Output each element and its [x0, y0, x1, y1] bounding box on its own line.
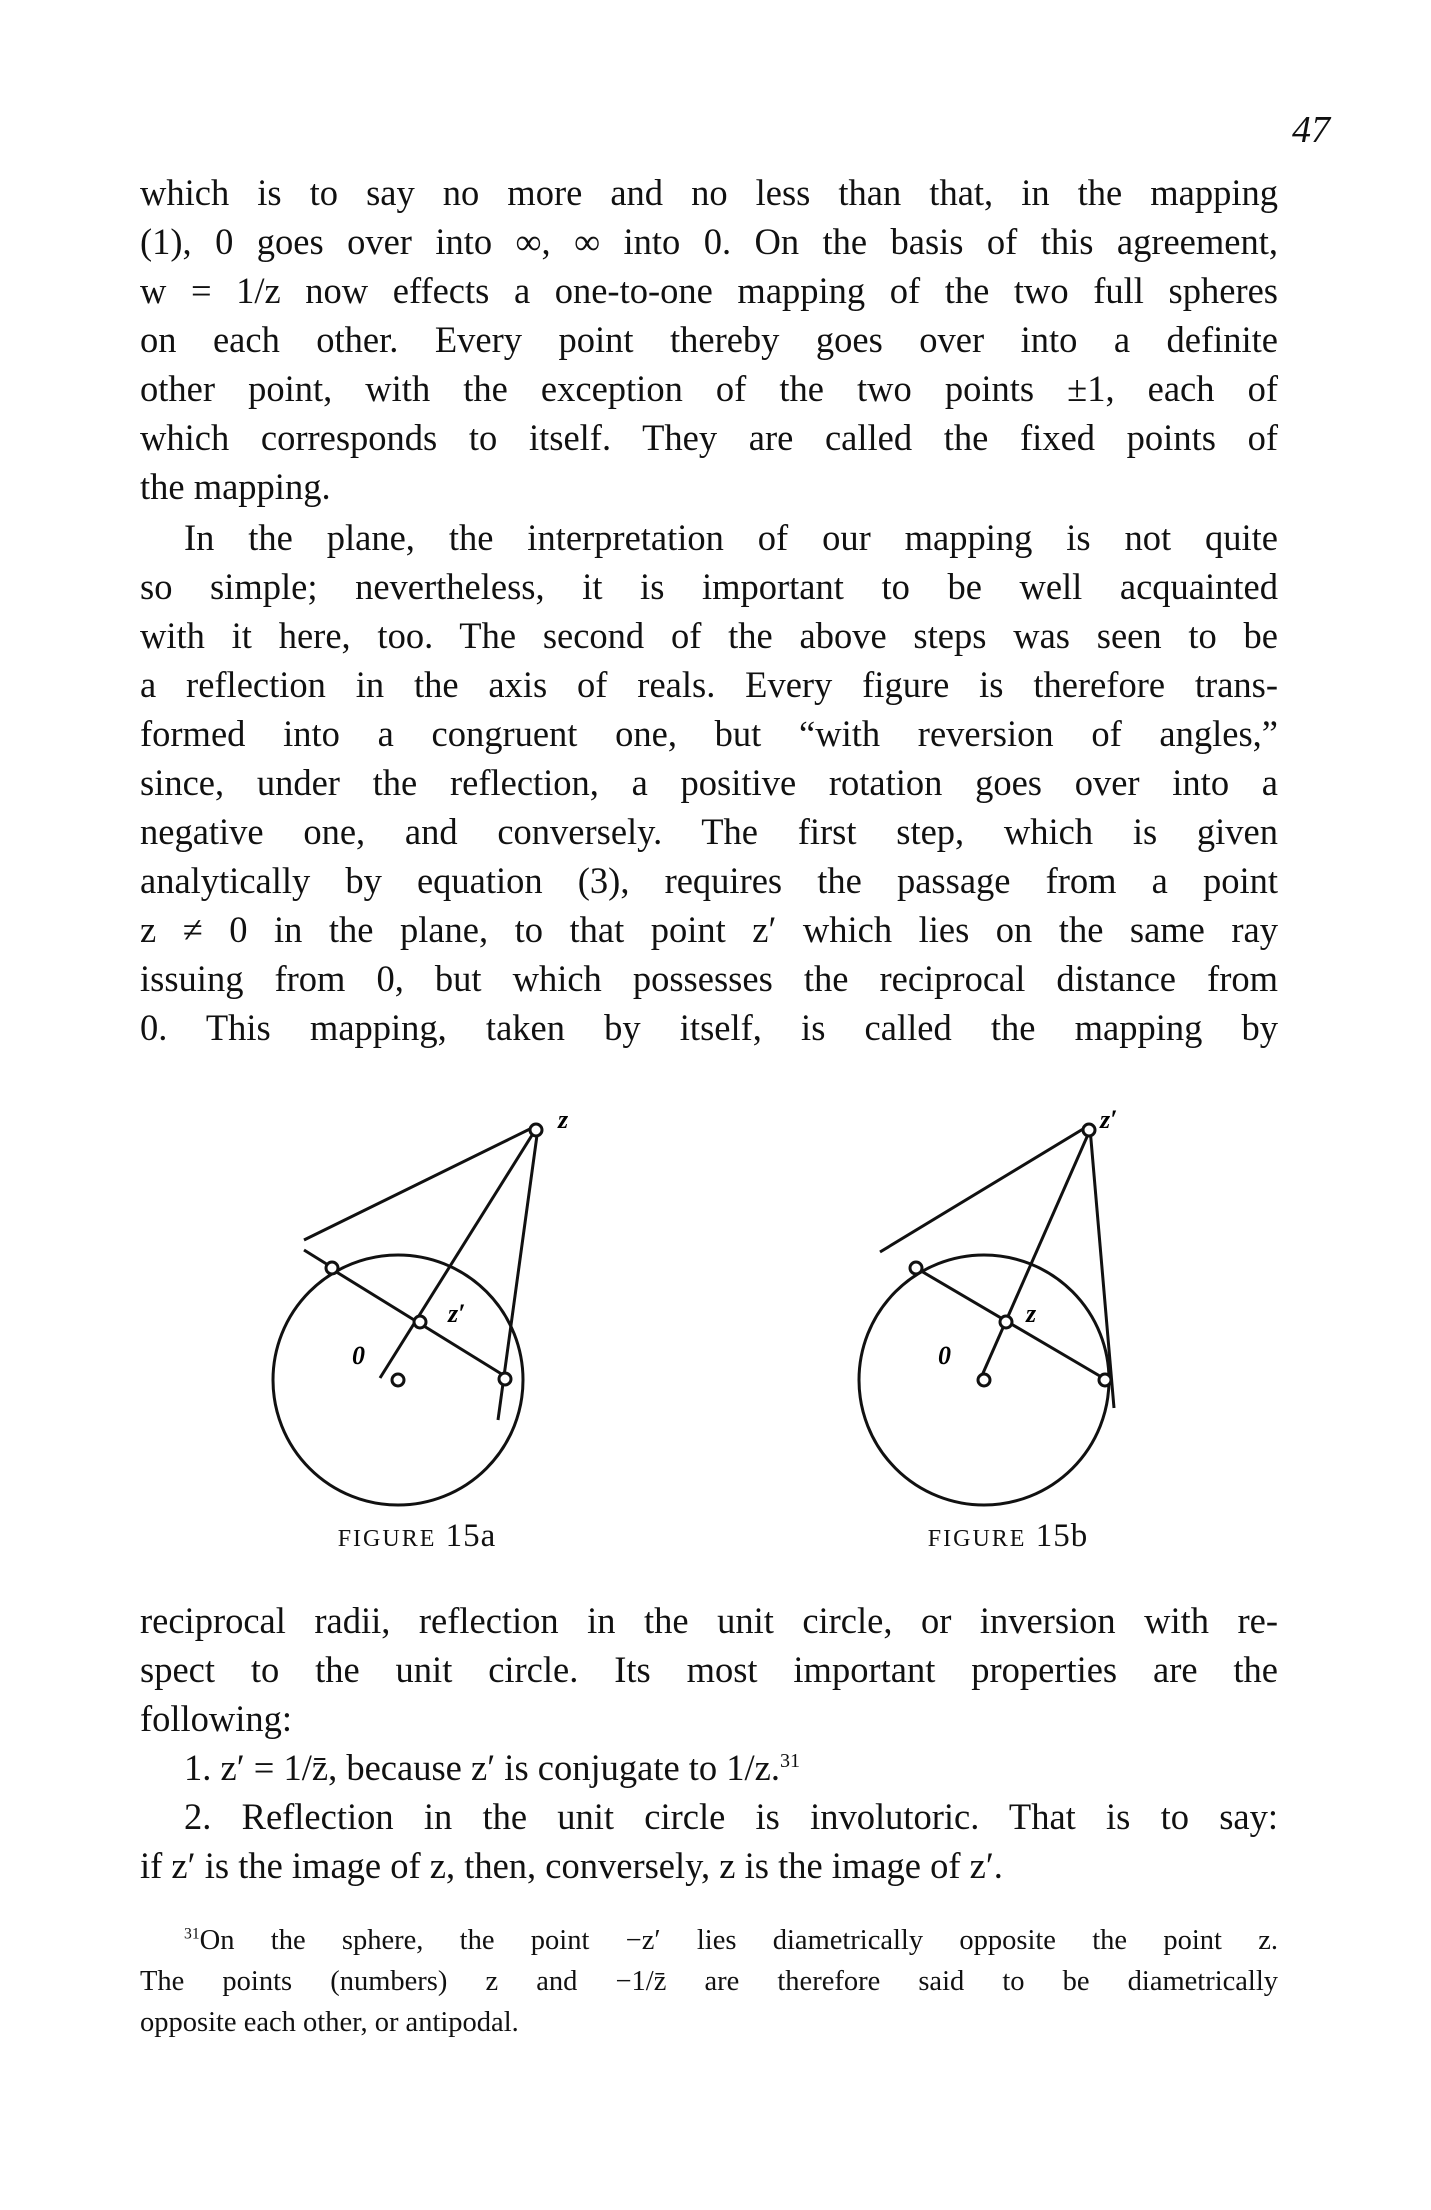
paragraph-2: [140, 513, 1278, 1052]
tangent-line-upper: [880, 1126, 1088, 1252]
para2-line-7: negative one, and conversely. The first step, which is given: [140, 811, 1278, 852]
para1-line-2: (1), 0 goes over into ∞, ∞ into 0. On the basis of this agreement,: [140, 221, 1278, 262]
para3-line-3: following:: [140, 1698, 293, 1739]
origin-point: [392, 1374, 404, 1386]
para2-line-11: 0. This mapping, taken by itself, is called the mapping by: [140, 1007, 1278, 1048]
para2-line-4: a reflection in the axis of reals. Every figure is therefore trans-: [140, 664, 1278, 705]
figure-15b-diagram: [854, 1090, 1214, 1510]
label-z: z: [1026, 1299, 1037, 1328]
caption-word: FIGURE: [337, 1526, 437, 1552]
para2-line-2: so simple; nevertheless, it is important to be well acquainted: [140, 566, 1278, 607]
footnote-marker: 31: [184, 1925, 200, 1943]
para2-line-9: z ≠ 0 in the plane, to that point z′ which lies on the same ray: [140, 909, 1278, 950]
para1-line-1: which is to say no more and no less than that, in the mapping: [140, 172, 1278, 213]
para2-line-6: since, under the reflection, a positive rotation goes over into a: [140, 762, 1278, 803]
item1-text: 1. z′ = 1/z̄, because z′ is conjugate to 1/z.: [184, 1747, 781, 1788]
footnote-line-1: [140, 1920, 1278, 1961]
label-origin: 0: [938, 1341, 951, 1370]
para1-line-7: the mapping.: [140, 466, 331, 507]
caption-figure-15b: [858, 1518, 1158, 1555]
para2-line-3: with it here, too. The second of the above steps was seen to be: [140, 615, 1278, 656]
caption-figure-15a: [267, 1518, 567, 1555]
item2-line-1: 2. Reflection in the unit circle is involutoric. That is to say:: [184, 1796, 1278, 1837]
point-z-prime: [414, 1316, 426, 1328]
tangent-line-lower: [1090, 1128, 1114, 1408]
property-item-1: [140, 1743, 1278, 1792]
para2-line-8: analytically by equation (3), requires the passage from a point: [140, 860, 1278, 901]
para1-line-4: on each other. Every point thereby goes over into a definite: [140, 319, 1278, 360]
caption-word: FIGURE: [927, 1526, 1027, 1552]
label-z-prime: z′: [1100, 1105, 1118, 1134]
para1-line-6: which corresponds to itself. They are called the fixed points of: [140, 417, 1278, 458]
footnote-text-1: On the sphere, the point −z′ lies diametrically opposite the point z.: [199, 1925, 1278, 1956]
tangent-point-lower: [1099, 1374, 1111, 1386]
caption-number: 15b: [1035, 1518, 1089, 1554]
para2-line-10: issuing from 0, but which possesses the reciprocal distance from: [140, 958, 1278, 999]
figure-15a-diagram: [268, 1090, 628, 1510]
paragraph-3: [140, 1596, 1278, 1743]
point-z-prime: [1083, 1124, 1095, 1136]
footnote-ref: 31: [780, 1749, 801, 1772]
para2-line-1: In the plane, the interpretation of our mapping is not quite: [184, 517, 1278, 558]
label-z-prime: z′: [448, 1299, 466, 1328]
item1-line: [140, 1743, 1278, 1792]
paragraph-1: [140, 168, 1278, 511]
point-z: [1000, 1316, 1012, 1328]
tangent-point-upper: [326, 1262, 338, 1274]
point-z: [530, 1124, 542, 1136]
para1-line-5: other point, with the exception of the two points ±1, each of: [140, 368, 1278, 409]
tangent-point-lower: [499, 1373, 511, 1385]
page-number: 47: [1292, 109, 1330, 151]
para1-line-3: w = 1/z now effects a one-to-one mapping of the two full spheres: [140, 270, 1278, 311]
caption-number: 15a: [445, 1518, 497, 1554]
property-item-2: [140, 1792, 1278, 1890]
label-z: z: [558, 1105, 569, 1134]
tangent-point-upper: [910, 1262, 922, 1274]
para2-line-5: formed into a congruent one, but “with reversion of angles,”: [140, 713, 1278, 754]
footnote-31: [140, 1920, 1278, 2043]
footnote-line-3: opposite each other, or antipodal.: [140, 2007, 519, 2038]
item2-line-2: if z′ is the image of z, then, conversely, z is the image of z′.: [140, 1845, 1003, 1886]
footnote-line-2: The points (numbers) z and −1/z̄ are therefore said to be diametrically: [140, 1966, 1278, 1997]
para3-line-1: reciprocal radii, reflection in the unit circle, or inversion with re-: [140, 1600, 1278, 1641]
label-origin: 0: [352, 1341, 365, 1370]
origin-point: [978, 1374, 990, 1386]
para3-line-2: spect to the unit circle. Its most important properties are the: [140, 1649, 1278, 1690]
